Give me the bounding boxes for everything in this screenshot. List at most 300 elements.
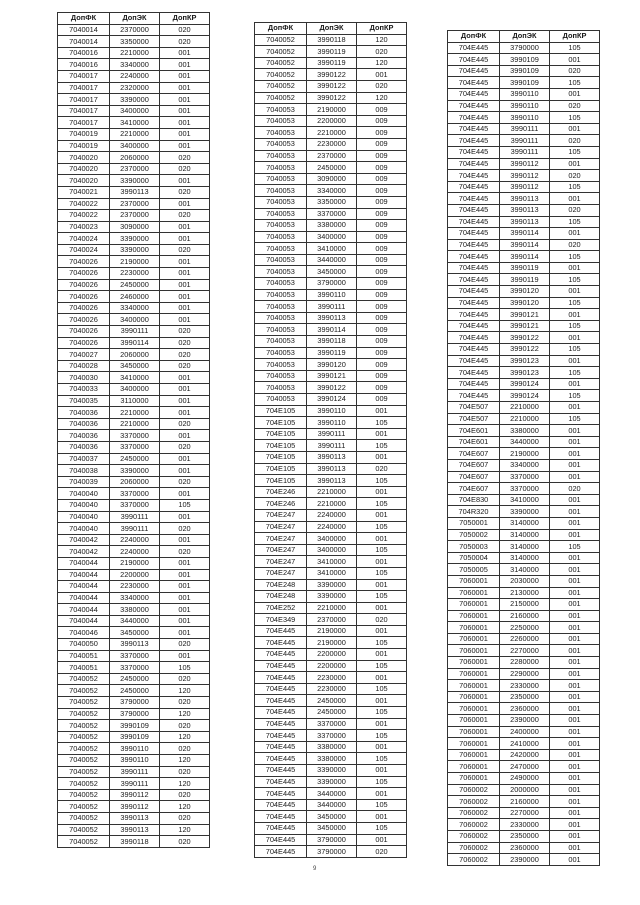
cell-dopek: 3400000 — [110, 140, 160, 152]
table-row — [255, 428, 407, 440]
cell-dopek: 3990109 — [110, 731, 160, 743]
cell-dopek: 2190000 — [307, 104, 357, 116]
table-row — [255, 718, 407, 730]
cell-dopek: 2330000 — [500, 819, 550, 831]
table-row — [255, 498, 407, 510]
cell-dopkr: 001 — [550, 633, 600, 645]
cell-dopek: 3990109 — [500, 77, 550, 89]
table-row — [255, 811, 407, 823]
cell-dopkr: 001 — [550, 807, 600, 819]
cell-dopkr: 105 — [550, 541, 600, 553]
cell-dopek: 2450000 — [307, 695, 357, 707]
table-row — [58, 441, 210, 453]
cell-dopkr: 105 — [550, 320, 600, 332]
cell-dopfk: 7040052 — [58, 731, 110, 743]
cell-dopfk: 7040053 — [255, 370, 307, 382]
cell-dopkr: 001 — [550, 749, 600, 761]
cell-dopfk: 704E445 — [448, 251, 500, 263]
table-row — [448, 216, 600, 228]
table-row — [255, 301, 407, 313]
cell-dopkr: 105 — [357, 440, 407, 452]
cell-dopfk: 7040036 — [58, 430, 110, 442]
cell-dopfk: 7040053 — [255, 359, 307, 371]
table-row — [448, 564, 600, 576]
cell-dopfk: 7040052 — [58, 755, 110, 767]
cell-dopek: 2390000 — [500, 854, 550, 866]
table-row — [448, 204, 600, 216]
table-row — [255, 347, 407, 359]
cell-dopek: 2210000 — [307, 498, 357, 510]
cell-dopek: 3990111 — [500, 123, 550, 135]
cell-dopfk: 704E607 — [448, 448, 500, 460]
cell-dopfk: 7040053 — [255, 115, 307, 127]
cell-dopkr: 009 — [357, 382, 407, 394]
cell-dopkr: 001 — [160, 268, 210, 280]
cell-dopfk: 7040036 — [58, 441, 110, 453]
cell-dopkr: 001 — [550, 691, 600, 703]
table-row — [58, 755, 210, 767]
cell-dopek: 2150000 — [500, 599, 550, 611]
table-row — [255, 80, 407, 92]
cell-dopkr: 001 — [357, 602, 407, 614]
cell-dopkr: 020 — [160, 766, 210, 778]
cell-dopek: 2210000 — [500, 413, 550, 425]
cell-dopkr: 020 — [160, 720, 210, 732]
cell-dopfk: 7040028 — [58, 360, 110, 372]
cell-dopfk: 7060002 — [448, 796, 500, 808]
cell-dopfk: 7040023 — [58, 221, 110, 233]
cell-dopek: 3990120 — [500, 286, 550, 298]
cell-dopek: 2210000 — [307, 127, 357, 139]
cell-dopkr: 105 — [550, 42, 600, 54]
cell-dopfk: 7040020 — [58, 152, 110, 164]
cell-dopkr: 105 — [357, 498, 407, 510]
cell-dopkr: 105 — [550, 146, 600, 158]
cell-dopek: 2240000 — [307, 509, 357, 521]
table-row — [58, 453, 210, 465]
cell-dopek: 2350000 — [500, 691, 550, 703]
table-row — [58, 291, 210, 303]
cell-dopfk: 7040053 — [255, 301, 307, 313]
table-row — [448, 42, 600, 54]
header-dopek: ДопЭК — [307, 23, 357, 35]
table-row — [255, 475, 407, 487]
cell-dopek: 3450000 — [307, 811, 357, 823]
table-row — [255, 359, 407, 371]
cell-dopek: 3990111 — [110, 778, 160, 790]
table-column-2 — [254, 22, 407, 858]
cell-dopkr: 009 — [357, 220, 407, 232]
cell-dopek: 2280000 — [500, 657, 550, 669]
table-row — [448, 622, 600, 634]
table-row — [58, 615, 210, 627]
cell-dopek: 3380000 — [307, 741, 357, 753]
cell-dopfk: 7040044 — [58, 569, 110, 581]
header-dopkr: ДопКР — [357, 23, 407, 35]
cell-dopek: 3390000 — [110, 233, 160, 245]
cell-dopek: 2200000 — [307, 649, 357, 661]
cell-dopek: 3990122 — [500, 332, 550, 344]
cell-dopkr: 020 — [160, 523, 210, 535]
cell-dopek: 3140000 — [500, 529, 550, 541]
cell-dopkr: 105 — [160, 499, 210, 511]
table-row — [58, 766, 210, 778]
cell-dopkr: 009 — [357, 196, 407, 208]
table-row — [255, 822, 407, 834]
table-row — [58, 476, 210, 488]
cell-dopkr: 020 — [160, 812, 210, 824]
table-row — [58, 836, 210, 848]
table-row — [255, 776, 407, 788]
cell-dopfk: 7040052 — [58, 685, 110, 697]
cell-dopkr: 009 — [357, 359, 407, 371]
cell-dopfk: 7040052 — [58, 789, 110, 801]
cell-dopkr: 105 — [357, 753, 407, 765]
table-row — [58, 708, 210, 720]
table-row — [255, 660, 407, 672]
table-row — [448, 112, 600, 124]
cell-dopek: 3990111 — [307, 440, 357, 452]
cell-dopfk: 704E445 — [448, 204, 500, 216]
cell-dopfk: 7040053 — [255, 278, 307, 290]
cell-dopek: 3990111 — [500, 135, 550, 147]
cell-dopfk: 7040016 — [58, 59, 110, 71]
cell-dopkr: 001 — [357, 672, 407, 684]
cell-dopkr: 105 — [550, 390, 600, 402]
cell-dopkr: 001 — [550, 529, 600, 541]
cell-dopek: 3990113 — [307, 312, 357, 324]
table-header-row — [255, 23, 407, 35]
cell-dopkr: 020 — [357, 80, 407, 92]
cell-dopek: 2210000 — [110, 418, 160, 430]
table-row — [58, 534, 210, 546]
cell-dopfk: 704E445 — [448, 286, 500, 298]
cell-dopkr: 020 — [550, 239, 600, 251]
cell-dopfk: 7040044 — [58, 581, 110, 593]
cell-dopkr: 120 — [160, 755, 210, 767]
cell-dopfk: 704E445 — [448, 88, 500, 100]
cell-dopkr: 001 — [550, 564, 600, 576]
cell-dopek: 3340000 — [110, 302, 160, 314]
cell-dopfk: 704E445 — [255, 788, 307, 800]
table-row — [58, 117, 210, 129]
cell-dopfk: 7040053 — [255, 150, 307, 162]
table-row — [255, 637, 407, 649]
table-row — [255, 533, 407, 545]
cell-dopek: 3990120 — [307, 359, 357, 371]
cell-dopfk: 704E507 — [448, 413, 500, 425]
cell-dopkr: 105 — [357, 660, 407, 672]
cell-dopkr: 020 — [160, 418, 210, 430]
cell-dopek: 3340000 — [110, 592, 160, 604]
table-row — [255, 614, 407, 626]
table-row — [58, 36, 210, 48]
table-row — [448, 552, 600, 564]
cell-dopkr: 001 — [550, 784, 600, 796]
table-column-1 — [57, 12, 210, 848]
cell-dopek: 3990118 — [307, 336, 357, 348]
cell-dopkr: 001 — [160, 140, 210, 152]
cell-dopkr: 120 — [160, 731, 210, 743]
table-row — [58, 499, 210, 511]
table-row — [448, 587, 600, 599]
cell-dopek: 2200000 — [307, 660, 357, 672]
cell-dopkr: 001 — [160, 615, 210, 627]
cell-dopkr: 020 — [160, 639, 210, 651]
table-row — [448, 262, 600, 274]
table-row — [58, 511, 210, 523]
table-row — [448, 170, 600, 182]
cell-dopkr: 001 — [160, 650, 210, 662]
cell-dopek: 3990112 — [110, 789, 160, 801]
cell-dopkr: 009 — [357, 301, 407, 313]
table-row — [58, 685, 210, 697]
cell-dopfk: 7060001 — [448, 761, 500, 773]
cell-dopkr: 020 — [160, 36, 210, 48]
cell-dopek: 3990118 — [307, 34, 357, 46]
cell-dopfk: 7040026 — [58, 337, 110, 349]
cell-dopek: 2160000 — [500, 796, 550, 808]
cell-dopkr: 001 — [550, 193, 600, 205]
cell-dopek: 2030000 — [500, 575, 550, 587]
table-row — [255, 649, 407, 661]
cell-dopkr: 020 — [550, 170, 600, 182]
cell-dopfk: 7040026 — [58, 268, 110, 280]
cell-dopkr: 001 — [550, 448, 600, 460]
cell-dopkr: 001 — [550, 575, 600, 587]
cell-dopfk: 704E445 — [255, 741, 307, 753]
cell-dopfk: 704E247 — [255, 544, 307, 556]
cell-dopek: 3990113 — [500, 193, 550, 205]
table-row — [448, 436, 600, 448]
cell-dopfk: 7050001 — [448, 517, 500, 529]
cell-dopfk: 7040053 — [255, 162, 307, 174]
cell-dopek: 2230000 — [110, 268, 160, 280]
cell-dopkr: 020 — [160, 673, 210, 685]
cell-dopek: 2210000 — [500, 402, 550, 414]
cell-dopfk: 7040053 — [255, 243, 307, 255]
table-row — [58, 407, 210, 419]
cell-dopfk: 7040052 — [255, 46, 307, 58]
cell-dopek: 3990113 — [500, 204, 550, 216]
cell-dopfk: 7040053 — [255, 138, 307, 150]
cell-dopkr: 001 — [357, 695, 407, 707]
table-row — [58, 697, 210, 709]
cell-dopfk: 7040052 — [58, 743, 110, 755]
table-row — [58, 94, 210, 106]
cell-dopek: 3790000 — [307, 846, 357, 858]
cell-dopfk: 7040053 — [255, 231, 307, 243]
cell-dopek: 3390000 — [307, 591, 357, 603]
table-row — [58, 488, 210, 500]
cell-dopek: 3990122 — [307, 69, 357, 81]
table-row — [448, 610, 600, 622]
cell-dopfk: 7040024 — [58, 244, 110, 256]
cell-dopkr: 001 — [550, 262, 600, 274]
cell-dopkr: 001 — [160, 372, 210, 384]
table-row — [58, 557, 210, 569]
table-row — [255, 382, 407, 394]
table-row — [448, 459, 600, 471]
cell-dopkr: 009 — [357, 347, 407, 359]
table-row — [58, 824, 210, 836]
cell-dopek: 3140000 — [500, 564, 550, 576]
table-row — [58, 604, 210, 616]
cell-dopfk: 704E445 — [255, 625, 307, 637]
cell-dopek: 3410000 — [307, 243, 357, 255]
table-row — [255, 753, 407, 765]
cell-dopkr: 001 — [550, 668, 600, 680]
table-row — [448, 541, 600, 553]
cell-dopkr: 001 — [550, 738, 600, 750]
table-row — [448, 517, 600, 529]
cell-dopfk: 704R320 — [448, 506, 500, 518]
cell-dopfk: 7040053 — [255, 173, 307, 185]
table-row — [255, 46, 407, 58]
cell-dopek: 3370000 — [110, 650, 160, 662]
cell-dopek: 3990114 — [110, 337, 160, 349]
cell-dopek: 3390000 — [110, 94, 160, 106]
cell-dopfk: 704E105 — [255, 405, 307, 417]
cell-dopfk: 704E445 — [255, 672, 307, 684]
cell-dopfk: 7060001 — [448, 657, 500, 669]
table-row — [58, 743, 210, 755]
table-row — [255, 707, 407, 719]
header-dopfk: ДопФК — [448, 31, 500, 43]
cell-dopkr: 001 — [550, 425, 600, 437]
cell-dopek: 3990113 — [307, 475, 357, 487]
table-row — [58, 24, 210, 36]
cell-dopkr: 009 — [357, 115, 407, 127]
cell-dopkr: 001 — [160, 604, 210, 616]
table-row — [58, 465, 210, 477]
cell-dopkr: 001 — [550, 715, 600, 727]
cell-dopkr: 001 — [550, 773, 600, 785]
cell-dopkr: 001 — [550, 703, 600, 715]
cell-dopkr: 001 — [357, 788, 407, 800]
cell-dopfk: 704E248 — [255, 591, 307, 603]
cell-dopkr: 020 — [160, 836, 210, 848]
cell-dopfk: 7040017 — [58, 105, 110, 117]
table-row — [58, 731, 210, 743]
cell-dopek: 3390000 — [307, 579, 357, 591]
table-row — [58, 662, 210, 674]
cell-dopek: 2230000 — [307, 672, 357, 684]
table-row — [58, 569, 210, 581]
table-row — [448, 471, 600, 483]
cell-dopfk: 704E445 — [255, 730, 307, 742]
cell-dopfk: 7040052 — [255, 57, 307, 69]
cell-dopek: 2350000 — [500, 830, 550, 842]
cell-dopfk: 7040017 — [58, 70, 110, 82]
cell-dopfk: 704E445 — [448, 123, 500, 135]
cell-dopkr: 001 — [550, 459, 600, 471]
table-row — [448, 77, 600, 89]
cell-dopfk: 704E105 — [255, 463, 307, 475]
cell-dopkr: 009 — [357, 185, 407, 197]
cell-dopkr: 001 — [357, 428, 407, 440]
table-header-row — [58, 13, 210, 25]
cell-dopek: 3990111 — [307, 428, 357, 440]
cell-dopfk: 704E445 — [255, 811, 307, 823]
cell-dopkr: 001 — [550, 842, 600, 854]
cell-dopek: 3400000 — [307, 544, 357, 556]
table-row — [58, 801, 210, 813]
cell-dopkr: 105 — [550, 344, 600, 356]
cell-dopfk: 704E445 — [255, 799, 307, 811]
cell-dopkr: 105 — [550, 77, 600, 89]
cell-dopfk: 7040017 — [58, 117, 110, 129]
cell-dopfk: 704E247 — [255, 533, 307, 545]
table-column-3 — [447, 30, 600, 866]
cell-dopkr: 020 — [550, 135, 600, 147]
cell-dopfk: 7040044 — [58, 604, 110, 616]
cell-dopek: 3990114 — [500, 251, 550, 263]
cell-dopkr: 001 — [550, 761, 600, 773]
cell-dopek: 2240000 — [110, 546, 160, 558]
cell-dopfk: 7040052 — [58, 812, 110, 824]
cell-dopek: 3380000 — [307, 753, 357, 765]
table-row — [255, 104, 407, 116]
cell-dopkr: 001 — [550, 158, 600, 170]
table-row — [448, 807, 600, 819]
table-row — [448, 297, 600, 309]
cell-dopek: 2230000 — [307, 138, 357, 150]
cell-dopek: 3400000 — [110, 384, 160, 396]
cell-dopkr: 105 — [357, 521, 407, 533]
cell-dopek: 3410000 — [307, 556, 357, 568]
cell-dopfk: 704E445 — [448, 42, 500, 54]
table-row — [448, 703, 600, 715]
cell-dopek: 3370000 — [110, 488, 160, 500]
cell-dopkr: 001 — [550, 610, 600, 622]
cell-dopfk: 7040033 — [58, 384, 110, 396]
cell-dopkr: 120 — [160, 801, 210, 813]
cell-dopkr: 001 — [160, 47, 210, 59]
cell-dopkr: 001 — [160, 314, 210, 326]
cell-dopkr: 001 — [160, 488, 210, 500]
cell-dopfk: 704E246 — [255, 498, 307, 510]
table-row — [58, 639, 210, 651]
cell-dopfk: 704E445 — [448, 181, 500, 193]
table-row — [255, 625, 407, 637]
cell-dopek: 3450000 — [110, 360, 160, 372]
cell-dopkr: 020 — [160, 349, 210, 361]
cell-dopek: 3990110 — [110, 755, 160, 767]
cell-dopek: 3990111 — [110, 766, 160, 778]
table-row — [255, 672, 407, 684]
table-row — [448, 181, 600, 193]
cell-dopek: 3140000 — [500, 517, 550, 529]
table-row — [448, 796, 600, 808]
cell-dopek: 2450000 — [307, 707, 357, 719]
cell-dopkr: 001 — [160, 395, 210, 407]
cell-dopek: 2230000 — [307, 683, 357, 695]
cell-dopkr: 020 — [550, 483, 600, 495]
cell-dopkr: 001 — [357, 509, 407, 521]
cell-dopkr: 020 — [160, 152, 210, 164]
cell-dopkr: 009 — [357, 266, 407, 278]
cell-dopfk: 7040026 — [58, 326, 110, 338]
table-row — [58, 360, 210, 372]
cell-dopkr: 001 — [550, 402, 600, 414]
table-row — [448, 402, 600, 414]
cell-dopek: 2060000 — [110, 476, 160, 488]
cell-dopek: 2450000 — [110, 685, 160, 697]
cell-dopek: 3990111 — [500, 146, 550, 158]
cell-dopfk: 704E246 — [255, 486, 307, 498]
cell-dopfk: 704E248 — [255, 579, 307, 591]
